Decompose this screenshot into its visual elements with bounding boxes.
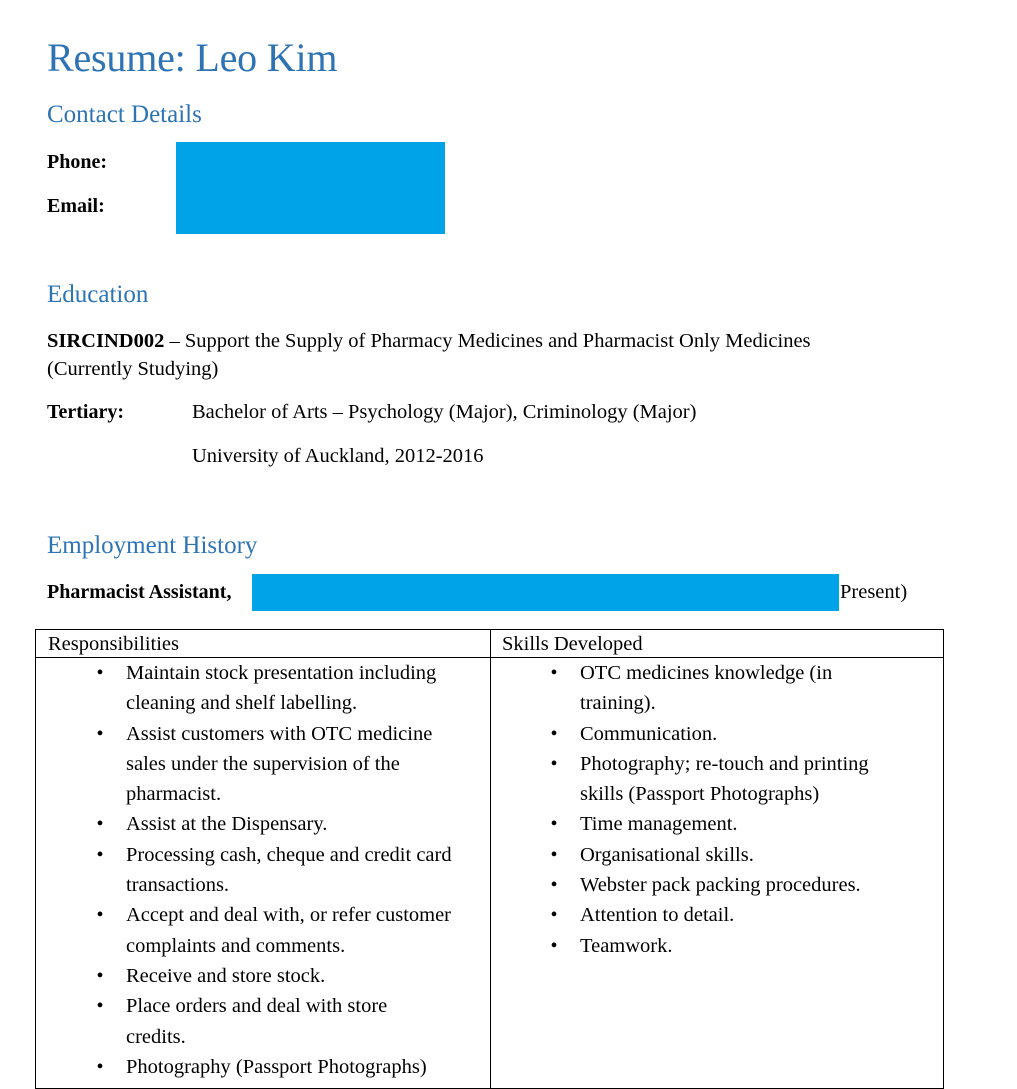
skill-item-text: OTC medicines knowledge (in — [580, 662, 833, 684]
bullet-icon: • — [550, 904, 558, 927]
responsibilities-list — [36, 658, 490, 1082]
bullet-icon: • — [550, 874, 558, 897]
course-status: (Currently Studying) — [47, 358, 219, 380]
skill-item-text: Communication. — [580, 722, 718, 745]
skill-item — [490, 870, 944, 900]
skill-item — [490, 900, 944, 930]
skill-item-text: Teamwork. — [580, 934, 673, 957]
skill-item-text: training). — [580, 692, 656, 715]
responsibilities-column — [36, 658, 490, 1082]
degree: Bachelor of Arts – Psychology (Major), Criminology (Major) — [192, 401, 697, 423]
skill-item-text: skills (Passport Photographs) — [580, 783, 820, 806]
responsibility-item — [36, 809, 490, 839]
responsibility-item-text: credits. — [126, 1025, 186, 1048]
course-code: SIRCIND002 — [47, 330, 165, 352]
course-description: – Support the Supply of Pharmacy Medicines and Pharmacist Only Medicines — [164, 330, 811, 352]
responsibility-item-text: Receive and store stock. — [126, 964, 326, 987]
skill-item-text: Organisational skills. — [580, 843, 754, 866]
bullet-icon: • — [550, 752, 558, 775]
responsibility-item — [36, 900, 490, 961]
skill-item — [490, 749, 944, 810]
employment-table — [35, 629, 944, 1089]
bullet-icon: • — [550, 662, 558, 684]
skills-list — [490, 658, 944, 961]
responsibility-item-text: Assist customers with OTC medicine — [126, 722, 433, 745]
bullet-icon: • — [550, 722, 558, 745]
bullet-icon: • — [96, 813, 104, 836]
job-title: Pharmacist Assistant, — [47, 581, 232, 603]
bullet-icon: • — [550, 843, 558, 866]
contact-heading: Contact Details — [47, 101, 202, 128]
responsibility-item-text: Assist at the Dispensary. — [126, 813, 328, 836]
responsibility-item-text: cleaning and shelf labelling. — [126, 692, 358, 715]
skill-item-text: Webster pack packing procedures. — [580, 874, 861, 897]
responsibility-item-text: Accept and deal with, or refer customer — [126, 904, 452, 927]
course-line — [47, 327, 811, 355]
responsibility-item — [36, 719, 490, 810]
bullet-icon: • — [550, 934, 558, 957]
bullet-icon: • — [96, 995, 104, 1018]
responsibility-item — [36, 658, 490, 719]
responsibility-item-text: Photography (Passport Photographs) — [126, 1055, 427, 1078]
responsibility-item-text: Maintain stock presentation including — [126, 662, 437, 684]
skill-item-text: Attention to detail. — [580, 904, 735, 927]
skills-column — [490, 658, 944, 961]
skill-item-text: Time management. — [580, 813, 738, 836]
phone-label: Phone: — [47, 151, 107, 173]
skill-item — [490, 809, 944, 839]
bullet-icon: • — [96, 964, 104, 987]
header-responsibilities: Responsibilities — [48, 633, 179, 655]
institution: University of Auckland, 2012-2016 — [192, 445, 484, 467]
bullet-icon: • — [96, 1055, 104, 1078]
responsibility-item-text: Processing cash, cheque and credit card — [126, 843, 452, 866]
bullet-icon: • — [96, 722, 104, 745]
responsibility-item-text: Place orders and deal with store — [126, 995, 388, 1018]
responsibility-item-text: transactions. — [126, 874, 230, 897]
email-label: Email: — [47, 195, 105, 217]
bullet-icon: • — [96, 662, 104, 684]
responsibility-item-text: complaints and comments. — [126, 934, 346, 957]
responsibility-item — [36, 961, 490, 991]
header-skills: Skills Developed — [502, 633, 643, 655]
page-title: Resume: Leo Kim — [47, 35, 338, 80]
skill-item — [490, 931, 944, 961]
contact-redaction-block — [176, 142, 445, 234]
bullet-icon: • — [550, 813, 558, 836]
tertiary-label: Tertiary: — [47, 401, 125, 423]
skill-item — [490, 658, 944, 719]
employer-redaction-block — [252, 574, 839, 611]
responsibility-item — [36, 840, 490, 901]
skill-item — [490, 840, 944, 870]
responsibility-item-text: sales under the supervision of the — [126, 752, 400, 775]
education-heading: Education — [47, 281, 149, 308]
bullet-icon: • — [96, 904, 104, 927]
responsibility-item — [36, 991, 490, 1052]
skill-item-text: Photography; re-touch and printing — [580, 752, 869, 775]
responsibility-item-text: pharmacist. — [126, 783, 222, 806]
skill-item — [490, 719, 944, 749]
bullet-icon: • — [96, 843, 104, 866]
employment-heading: Employment History — [47, 532, 258, 559]
responsibility-item — [36, 1052, 490, 1082]
job-period-suffix: Present) — [840, 581, 908, 603]
